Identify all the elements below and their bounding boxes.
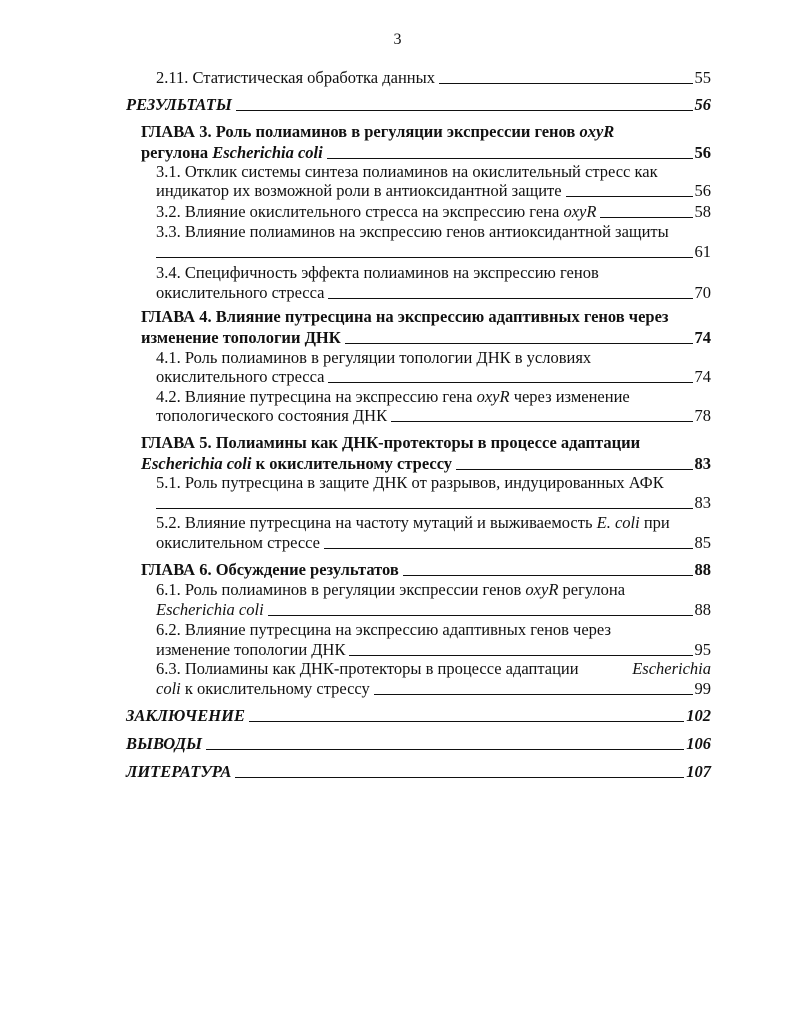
toc-entry-results [126,95,711,115]
toc-leader [345,343,693,344]
toc-entry-conclusion [126,706,711,726]
toc-entry-title: изменение топологии ДНК [141,328,341,347]
toc-entry-page: 74 [694,328,711,347]
toc-entry-title: регулона Escherichia coli [141,143,323,162]
toc-entry-page: 58 [694,202,711,221]
toc-entry-3-3 [156,242,711,262]
toc-entry-title: 2.11. Статистическая обработка данных [156,68,435,87]
toc-entry-page: 95 [694,640,711,659]
toc-entry-page: 56 [694,143,711,162]
toc-entry-3-2 [156,202,711,222]
toc-entry-3-1-line1: 3.1. Отклик системы синтеза полиаминов на окислительный стресс как [156,162,658,181]
toc-leader [374,694,693,695]
toc-entry-page: 107 [686,762,711,781]
toc-entry-title: окислительного стресса [156,283,325,302]
toc-chapter-3 [141,143,711,163]
toc-entry-6-1 [156,600,711,620]
toc-entry-2-11 [156,68,711,88]
toc-entry-page: 83 [694,454,711,473]
toc-entry-page: 55 [694,68,711,87]
toc-leader [235,777,684,778]
toc-entry-title: ЗАКЛЮЧЕНИЕ [126,706,245,725]
toc-leader [566,196,693,197]
toc-entry-title: топологического состояния ДНК [156,406,388,425]
toc-entry-page: 99 [694,679,711,698]
toc-chapter-4 [141,328,711,348]
toc-entry-6-3 [156,679,711,699]
toc-entry-title: индикатор их возможной роли в антиоксидантной защите [156,181,562,200]
toc-leader [236,110,693,111]
toc-entry-page: 70 [694,283,711,302]
toc-entry-page: 61 [694,242,711,261]
toc-leader [206,749,684,750]
toc-entry-4-2 [156,406,711,426]
toc-leader [403,575,693,576]
toc-leader [439,83,693,84]
toc-entry-title: ГЛАВА 6. Обсуждение результатов [141,560,399,579]
toc-entry-4-1 [156,367,711,387]
toc-entry-title: coli к окислительному стрессу [156,679,370,698]
toc-leader [156,257,693,258]
toc-entry-6-2-line1: 6.2. Влияние путресцина на экспрессию адаптивных генов через [156,620,611,639]
toc-entry-page: 74 [694,367,711,386]
toc-entry-page: 85 [694,533,711,552]
toc-chapter-3-line1 [141,122,614,142]
toc-leader [268,615,693,616]
toc-entry-5-1 [156,493,711,513]
toc-entry-findings [126,734,711,754]
toc-entry-literature [126,762,711,782]
gene-name: oxyR [579,122,615,141]
toc-entry-3-1 [156,181,711,201]
toc-leader [600,217,692,218]
toc-chapter-4-line1: ГЛАВА 4. Влияние путресцина на экспрессию адаптивных генов через [141,307,669,326]
toc-entry-title: ГЛАВА 3. Роль полиаминов в регуляции экспрессии генов [141,122,580,141]
toc-entry-5-2 [156,533,711,553]
toc-entry-page: 106 [686,734,711,753]
toc-leader [349,655,692,656]
toc-entry-title: 3.2. Влияние окислительного стресса на экспрессию гена oxyR [156,202,597,221]
toc-leader [328,298,692,299]
toc-leader [156,508,693,509]
toc-entry-title: ВЫВОДЫ [126,734,202,753]
toc-entry-title: Escherichia coli [156,600,264,619]
toc-entry-5-1-line1: 5.1. Роль путресцина в защите ДНК от разрывов, индуцированных АФК [156,473,664,492]
toc-chapter-6 [141,560,711,580]
toc-entry-page: 88 [694,560,711,579]
toc-entry-page: 56 [694,181,711,200]
toc-entry-title: ЛИТЕРАТУРА [126,762,232,781]
toc-entry-title: окислительном стрессе [156,533,321,552]
toc-entry-title: окислительного стресса [156,367,325,386]
toc-entry-title: Escherichia coli к окислительному стрессу [141,454,453,473]
toc-entry-title: изменение топологии ДНК [156,640,346,659]
toc-leader [249,721,684,722]
toc-leader [324,548,692,549]
toc-entry-page: 56 [694,95,711,114]
toc-entry-5-2-line1: 5.2. Влияние путресцина на частоту мутаций и выживаемость E. coli при [156,513,670,532]
toc-chapter-5-line1: ГЛАВА 5. Полиамины как ДНК-протекторы в процессе адаптации [141,433,641,452]
page-number: 3 [393,31,402,48]
toc-leader [456,469,692,470]
toc-entry-page: 102 [686,706,711,725]
toc-chapter-5 [141,454,711,474]
toc-entry-title: РЕЗУЛЬТАТЫ [126,95,232,114]
toc-entry-6-3-line1: 6.3. Полиамины как ДНК-протекторы в процессе адаптации Escherichia [156,659,711,678]
toc-leader [328,382,692,383]
toc-entry-4-2-line1: 4.2. Влияние путресцина на экспрессию гена oxyR через изменение [156,387,630,406]
toc-leader [391,421,692,422]
toc-entry-3-3-line1: 3.3. Влияние полиаминов на экспрессию генов антиоксидантной защиты [156,222,669,241]
toc-entry-4-1-line1: 4.1. Роль полиаминов в регуляции топологии ДНК в условиях [156,348,592,367]
toc-entry-3-4-line1: 3.4. Специфичность эффекта полиаминов на экспрессию генов [156,263,599,282]
toc-entry-page: 78 [694,406,711,425]
toc-entry-3-4 [156,283,711,303]
toc-leader [327,158,693,159]
toc-entry-6-2 [156,640,711,660]
toc-entry-page: 88 [694,600,711,619]
toc-entry-page: 83 [694,493,711,512]
toc-entry-6-1-line1: 6.1. Роль полиаминов в регуляции экспрессии генов oxyR регулона [156,580,626,599]
